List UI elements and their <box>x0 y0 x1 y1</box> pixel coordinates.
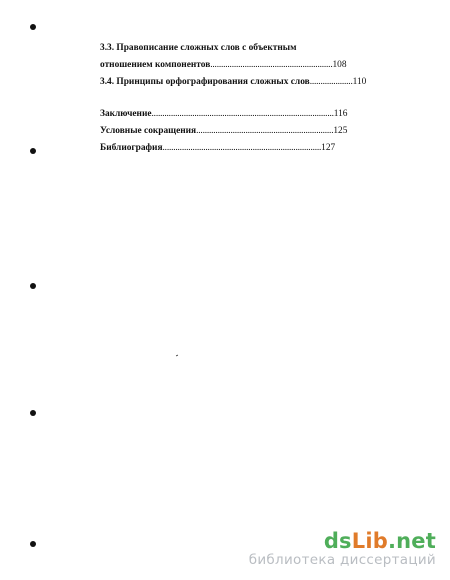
toc-entry-number: 3.4. <box>100 77 115 87</box>
toc-entry-title: Правописание сложных слов с объектным <box>116 43 297 53</box>
toc-entry-title: Заключение <box>100 109 152 119</box>
toc-entry-bibliography[interactable] <box>100 142 335 154</box>
toc-leader-dots: ......................................................... <box>210 60 333 70</box>
toc-entry-page: 116 <box>333 109 348 119</box>
dslib-watermark <box>249 530 436 568</box>
toc-entry-page: 127 <box>321 143 336 153</box>
toc-entry-3-4[interactable] <box>100 76 366 88</box>
dslib-subtitle: библиотека диссертаций <box>248 552 436 568</box>
toc-entry-title: Принципы орфографирования сложных слов <box>116 77 310 87</box>
toc-entry-3-3[interactable] <box>100 42 296 54</box>
toc-entry-abbreviations[interactable] <box>100 125 347 137</box>
toc-entry-title: Условные сокращения <box>100 126 197 136</box>
binder-hole-mark <box>30 410 36 416</box>
toc-entry-conclusion[interactable] <box>100 108 347 120</box>
toc-leader-dots: ..................................................................................... <box>151 109 334 119</box>
scan-speck <box>176 355 178 357</box>
toc-leader-dots: .................... <box>309 77 353 87</box>
binder-hole-mark <box>30 24 36 30</box>
dslib-logo: dsLib.net <box>323 529 436 553</box>
toc-entry-3-3-cont[interactable] <box>100 59 347 71</box>
toc-entry-number: 3.3. <box>100 43 115 53</box>
toc-entry-title: Библиография <box>100 143 163 153</box>
toc-leader-dots: .......................................................................... <box>162 143 322 153</box>
toc-entry-page: 108 <box>332 60 347 70</box>
toc-entry-page: 110 <box>352 77 367 87</box>
binder-hole-mark <box>30 541 36 547</box>
binder-hole-mark <box>30 148 36 154</box>
binder-hole-mark <box>30 283 36 289</box>
toc-entry-page: 125 <box>333 126 348 136</box>
toc-entry-title: отношением компонентов <box>100 60 211 70</box>
toc-leader-dots: ................................................................ <box>196 126 334 136</box>
